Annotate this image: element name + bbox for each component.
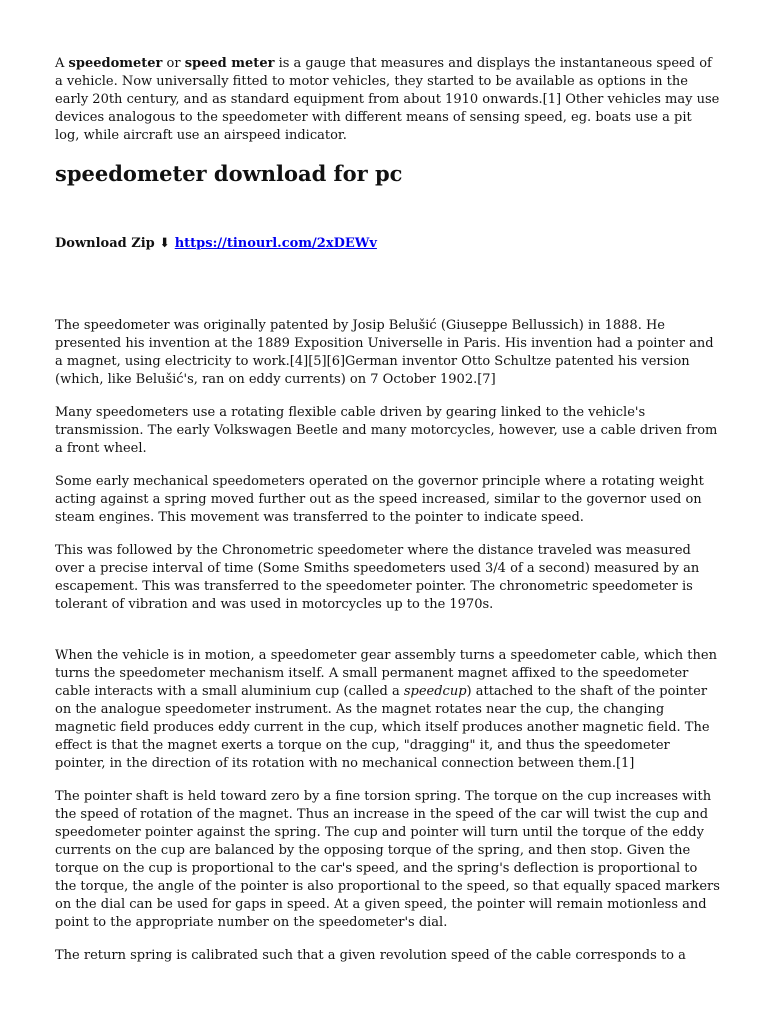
intro-pre: A: [55, 56, 69, 71]
paragraph-chronometric: This was followed by the Chronometric speedometer where the distance traveled was measured over a precise interval of time (Some Smiths speedometers used 3/4 of a second) measured by an escapement. This was transferred to the speedometer pointer. The chronometric speedometer is tolerant of vibration and was used in motorcycles up to the 1970s.: [55, 543, 700, 612]
paragraph-torsion-spring: The pointer shaft is held toward zero by a fine torsion spring. The torque on the cup increases with the speed of rotation of the magnet. Thus an increase in the speed of the car will twist the cup and speedometer pointer against the spring. The cup and pointer will turn until the torque of the eddy currents on the cup are balanced by the opposing torque of the spring, and then stop. Given the torque on the cup is proportional to the car's speed, and the spring's deflection is proportional to the torque, the angle of the pointer is also proportional to the speed, so that equally spaced markers on the dial can be used for gaps in speed. At a given speed, the pointer will remain motionless and point to the appropriate number on the speedometer's dial.: [55, 789, 720, 930]
paragraph-governor: Some early mechanical speedometers operated on the governor principle where a rotating weight acting against a spring moved further out as the speed increased, similar to the governor used on steam engines. This movement was transferred to the pointer to indicate speed.: [55, 474, 704, 525]
download-link[interactable]: https://tinourl.com/2xDEWv: [174, 236, 377, 251]
eddy-text-b: ) attached to the shaft of the pointer on the analogue speedometer instrument. As the magnet rotates near the cup, the changing magnetic field produces eddy current in the cup, which itself produces another magnetic field. The effect is that the magnet exerts a torque on the cup, "dragging" it, and thus the speedometer pointer, in the direction of its rotation with no mechanical connection between them.[1]: [55, 684, 710, 771]
term-speed-meter: speed meter: [184, 56, 275, 71]
intro-paragraph: [55, 55, 720, 145]
eddy-text-a: When the vehicle is in motion, a speedometer gear assembly turns a speedometer cable, which then turns the speedometer mechanism itself. A small permanent magnet affixed to the speedometer cable interacts with a small aluminium cup (called a: [55, 648, 717, 699]
intro-mid: or: [162, 56, 185, 71]
document-page: [55, 55, 720, 965]
paragraph-eddy-current: [55, 647, 720, 773]
term-speedometer: speedometer: [68, 56, 163, 71]
intro-rest: is a gauge that measures and displays the instantaneous speed of a vehicle. Now universally fitted to motor vehicles, they started to be available as options in the early 20th century, and as standard equipment from about 1910 onwards.[1] Other vehicles may use devices analogous to the speedometer with different means of sensing speed, eg. boats use a pit log, while aircraft use an airspeed indicator.: [55, 56, 720, 143]
page-title: speedometer download for pc: [55, 161, 403, 186]
paragraph-history: The speedometer was originally patented by Josip Belušić (Giuseppe Bellussich) in 1888. He presented his invention at the 1889 Exposition Universelle in Paris. His invention had a pointer and a magnet, using electricity to work.[4][5][6]German inventor Otto Schultze patented his version (which, like Belušić's, ran on eddy currents) on 7 October 1902.[7]: [55, 318, 714, 387]
paragraph-cable: Many speedometers use a rotating flexible cable driven by gearing linked to the vehicle's transmission. The early Volkswagen Beetle and many motorcycles, however, use a cable driven from a front wheel.: [55, 405, 718, 456]
paragraph-return-spring: The return spring is calibrated such that a given revolution speed of the cable corresponds to a: [55, 948, 686, 963]
download-line: [55, 235, 720, 253]
term-speedcup: speedcup: [403, 684, 467, 699]
download-label: Download Zip ⬇: [55, 236, 175, 251]
